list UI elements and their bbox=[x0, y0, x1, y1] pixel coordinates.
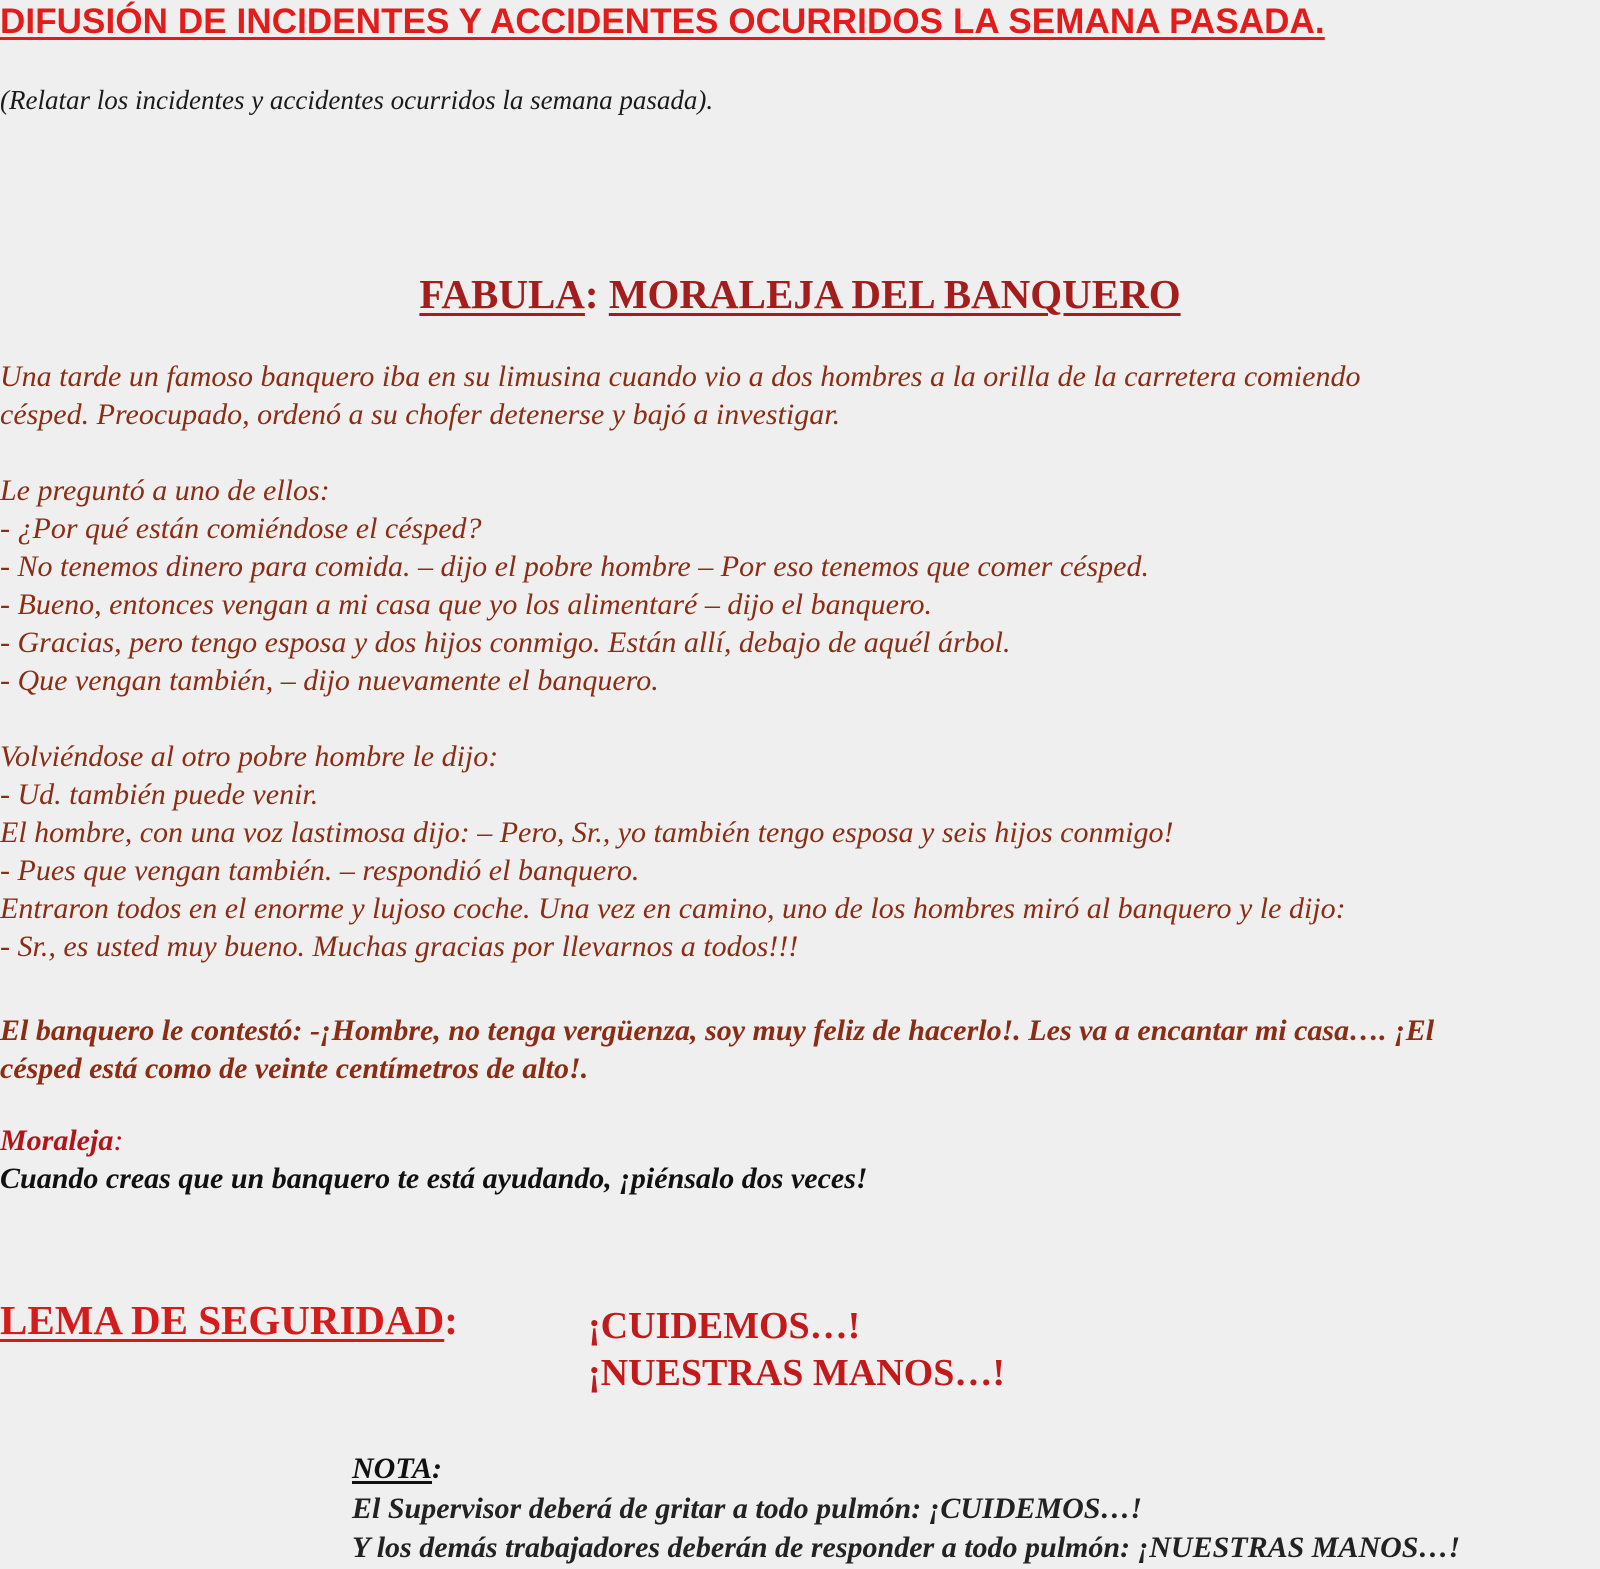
story-line: - ¿Por qué están comiéndose el césped? bbox=[0, 512, 482, 545]
story-line: Una tarde un famoso banquero iba en su limusina cuando vio a dos hombres a la orilla de la carretera comiendo bbox=[0, 360, 1361, 393]
fable-story bbox=[0, 358, 1600, 966]
paragraph-gap bbox=[0, 700, 1600, 738]
story-line: - Gracias, pero tengo esposa y dos hijos conmigo. Están allí, debajo de aquél árbol. bbox=[0, 626, 1011, 659]
motto-line-1: ¡CUIDEMOS…! bbox=[588, 1305, 861, 1347]
story-line: - Bueno, entonces vengan a mi casa que yo los alimentaré – dijo el banquero. bbox=[0, 588, 933, 621]
punchline-line: césped está como de veinte centímetros de alto!. bbox=[0, 1052, 589, 1085]
story-line: - Ud. también puede venir. bbox=[0, 778, 319, 811]
moral-heading bbox=[0, 1124, 123, 1158]
note-label: NOTA bbox=[352, 1452, 433, 1485]
paragraph-gap bbox=[0, 434, 1600, 472]
fable-punchline bbox=[0, 1012, 1434, 1088]
page-subtitle: (Relatar los incidentes y accidentes ocurridos la semana pasada). bbox=[0, 85, 714, 115]
moral-text: Cuando creas que un banquero te está ayudando, ¡piénsalo dos veces! bbox=[0, 1162, 868, 1195]
fable-heading bbox=[0, 270, 1600, 318]
note-line-1: El Supervisor deberá de gritar a todo pulmón: ¡CUIDEMOS…! bbox=[352, 1492, 1143, 1525]
fable-colon: : bbox=[584, 271, 599, 317]
motto-colon: : bbox=[444, 1297, 458, 1343]
story-line: Le preguntó a uno de ellos: bbox=[0, 474, 330, 507]
moral-label: Moraleja bbox=[0, 1124, 114, 1157]
note-colon: : bbox=[432, 1452, 443, 1485]
story-line: - Pues que vengan también. – respondió el banquero. bbox=[0, 854, 640, 887]
fable-label: FABULA bbox=[419, 271, 585, 317]
page-title: DIFUSIÓN DE INCIDENTES Y ACCIDENTES OCURRIDOS LA SEMANA PASADA. bbox=[0, 2, 1325, 41]
note-heading bbox=[352, 1452, 442, 1486]
motto-heading bbox=[0, 1296, 458, 1344]
story-line: - Que vengan también, – dijo nuevamente el banquero. bbox=[0, 664, 659, 697]
punchline-line: El banquero le contestó: -¡Hombre, no tenga vergüenza, soy muy feliz de hacerlo!. Les va a encantar mi casa…. ¡El bbox=[0, 1014, 1435, 1047]
moral-colon: : bbox=[113, 1124, 124, 1157]
note-line-2: Y los demás trabajadores deberán de responder a todo pulmón: ¡NUESTRAS MANOS…! bbox=[352, 1531, 1461, 1564]
story-line: - No tenemos dinero para comida. – dijo el pobre hombre – Por eso tenemos que comer césped. bbox=[0, 550, 1149, 583]
fable-title: MORALEJA DEL BANQUERO bbox=[608, 271, 1181, 317]
story-line: - Sr., es usted muy bueno. Muchas gracias por llevarnos a todos!!! bbox=[0, 930, 799, 963]
motto-line-2: ¡NUESTRAS MANOS…! bbox=[588, 1352, 1005, 1394]
motto-label: LEMA DE SEGURIDAD bbox=[0, 1297, 445, 1343]
story-line: Volviéndose al otro pobre hombre le dijo: bbox=[0, 740, 499, 773]
story-line: Entraron todos en el enorme y lujoso coche. Una vez en camino, uno de los hombres miró al banquero y le dijo: bbox=[0, 892, 1346, 925]
story-line: césped. Preocupado, ordenó a su chofer detenerse y bajó a investigar. bbox=[0, 398, 841, 431]
story-line: El hombre, con una voz lastimosa dijo: – Pero, Sr., yo también tengo esposa y seis hijos conmigo! bbox=[0, 816, 1174, 849]
